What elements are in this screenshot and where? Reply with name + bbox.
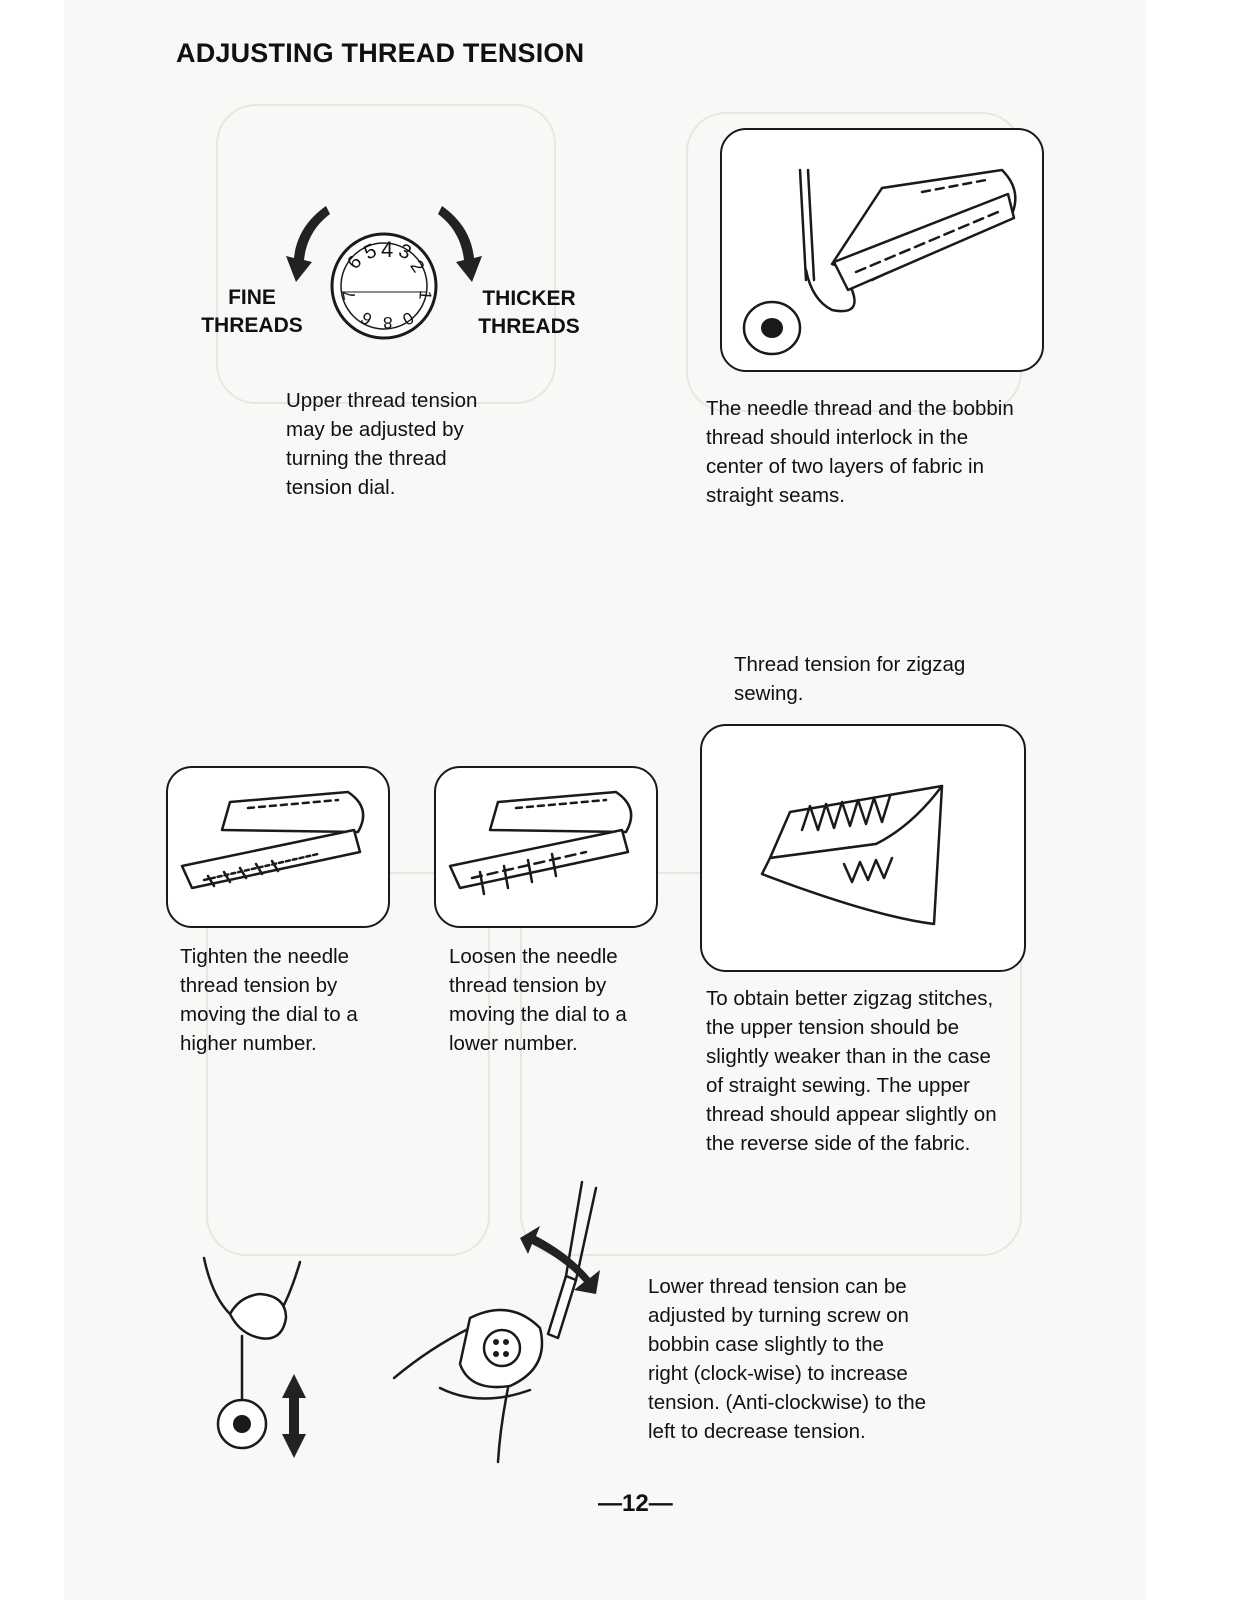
dial-number: 1 <box>415 289 436 301</box>
thicker-threads-label: THICKER THREADS <box>478 287 580 338</box>
loosen-caption: Loosen the needle thread tension by moving the dial to a lower number. <box>449 945 627 1055</box>
zigzag-caption: To obtain better zigzag stitches, the upper tension should be slightly weaker than in the case of straight sewing. The upper thread should appear slightly on the reverse side of the fabric. <box>706 987 997 1155</box>
interlock-caption: The needle thread and the bobbin thread should interlock in the center of two layers of fabric in straight seams. <box>706 397 1014 507</box>
tight-stitch-illustration <box>168 768 388 926</box>
arrow-clockwise-icon <box>438 206 482 282</box>
fine-threads-label: FINE THREADS <box>201 286 303 337</box>
zigzag-figure <box>700 724 1026 972</box>
fabric-interlock-illustration <box>722 130 1042 370</box>
loose-stitch-illustration <box>436 768 656 926</box>
dial-number: 2 <box>406 256 429 277</box>
dial-number: 0 <box>399 307 417 330</box>
bobbin-case-drop-illustration <box>190 1256 340 1466</box>
dial-number: 3 <box>395 239 415 265</box>
page-title: ADJUSTING THREAD TENSION <box>176 38 585 68</box>
lower-tension-caption: Lower thread tension can be adjusted by turning screw on bobbin case slightly to the right (clock-wise) to increase tension. (Anti-clockwise) to the left to decrease tension. <box>648 1275 927 1443</box>
zigzag-stitch-illustration <box>702 726 1024 970</box>
dial-number: 7 <box>339 288 360 302</box>
dial-number: 6 <box>343 251 367 274</box>
rotate-arrows-icon <box>520 1226 600 1294</box>
interlock-figure <box>720 128 1044 372</box>
arrow-counterclockwise-icon <box>286 206 330 282</box>
up-down-arrow-icon <box>282 1374 306 1458</box>
dial-number: 5 <box>360 239 381 265</box>
loosen-figure <box>434 766 658 928</box>
dial-number: 4 <box>381 237 394 262</box>
dial-number: 8 <box>383 313 393 332</box>
screwdriver-bobbin-illustration <box>390 1178 610 1468</box>
tighten-caption: Tighten the needle thread tension by moving the dial to a higher number. <box>180 945 358 1055</box>
zigzag-heading: Thread tension for zigzag sewing. <box>734 653 966 705</box>
tighten-figure <box>166 766 390 928</box>
dial-number: 6 <box>357 307 376 330</box>
page-number: —12— <box>598 1490 673 1517</box>
upper-tension-caption: Upper thread tension may be adjusted by turning the thread tension dial. <box>286 389 478 499</box>
